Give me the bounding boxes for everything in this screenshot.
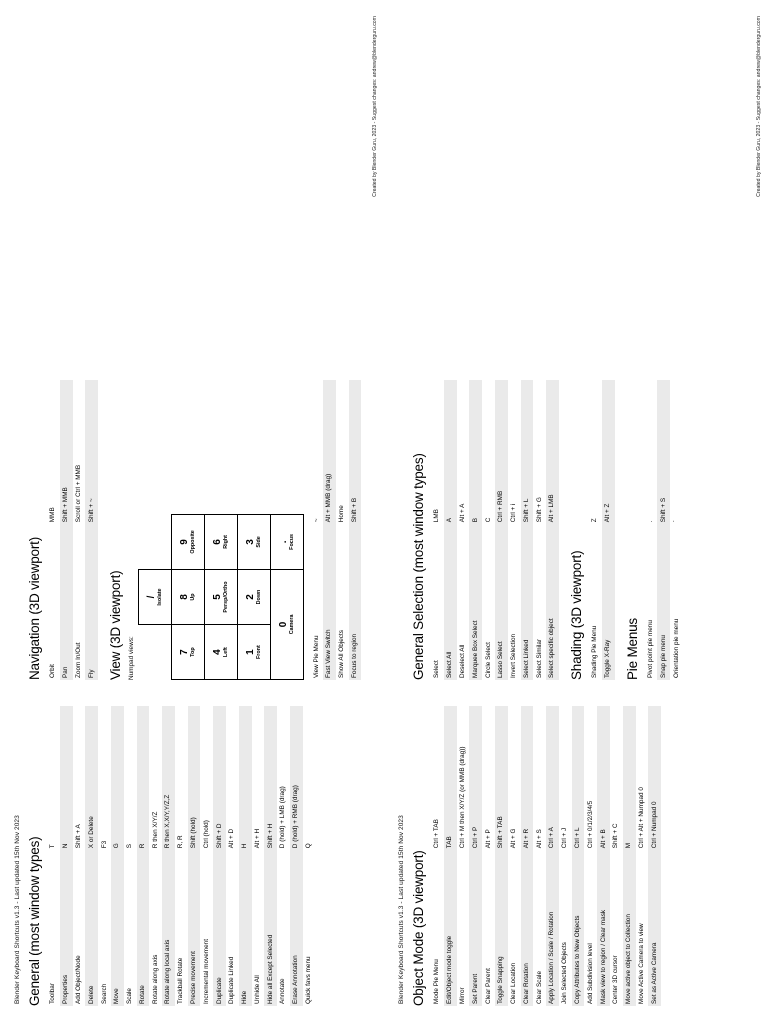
table-row	[239, 706, 252, 1006]
table-row	[469, 706, 482, 1006]
numpad-key: 8	[179, 594, 191, 600]
shortcut-label: Invert Selection	[510, 633, 518, 678]
shortcut-keys: F3	[100, 840, 108, 849]
shortcut-label: Select specific object	[546, 524, 559, 680]
shortcut-label: Focus to region	[349, 524, 362, 680]
shortcut-label: Circle Select	[484, 642, 492, 678]
column-object-mode	[411, 706, 665, 1006]
shortcut-label: Add Subdivision level	[586, 943, 594, 1004]
shortcut-label: Clear Location	[510, 962, 518, 1004]
numpad-cell-camera	[271, 569, 304, 679]
numpad-cell-blank	[139, 515, 172, 570]
table-row	[533, 706, 546, 1006]
page-1-columns	[27, 18, 365, 1006]
numpad-cell-focus	[271, 515, 304, 570]
shortcut-keys: R, R	[177, 835, 185, 849]
numpad-label: Down	[255, 589, 262, 605]
table-row	[648, 706, 661, 1006]
numpad-cell-front	[238, 625, 271, 680]
table-row	[508, 706, 521, 1006]
shortcut-keys: R then X,X/Y,Y/Z,Z	[162, 706, 175, 850]
shortcut-keys: Shift (hold)	[188, 706, 201, 850]
numpad-label: Left	[222, 647, 229, 658]
shortcut-keys: Ctrl + Alt + Numpad 0	[637, 787, 645, 849]
shortcut-keys: Shift + ~	[85, 380, 98, 524]
shortcut-label: Set Parent	[469, 850, 482, 1006]
shortcut-label: Fast View Switch	[323, 524, 336, 680]
shortcut-label: Rotate along local axis	[162, 850, 175, 1006]
page-footer: Created by Blender Guru, 2023 - Suggest changes: andrew@blenderguru.com	[756, 16, 762, 197]
shortcut-label: Clear Rotation	[521, 850, 534, 1006]
shortcut-keys: Ctrl + Numpad 0	[648, 706, 661, 850]
shortcut-label: Hide	[239, 850, 252, 1006]
table-row	[310, 380, 323, 680]
table-row	[290, 706, 303, 1006]
shortcut-keys: Ctrl + RMB	[495, 380, 508, 524]
numpad-cell-right	[205, 515, 238, 570]
table-row	[508, 380, 521, 680]
shortcut-keys: `	[672, 520, 680, 523]
shortcut-keys: Alt + Z	[602, 380, 615, 524]
table-row	[323, 380, 336, 680]
shortcut-label: Move active object to Collection	[623, 850, 636, 1006]
shortcut-keys: H	[239, 706, 252, 850]
shortcut-keys: Ctrl (hold)	[202, 820, 210, 849]
numpad-label: Isolate	[156, 588, 163, 606]
shortcut-keys: G	[111, 706, 124, 850]
table-row	[546, 706, 559, 1006]
shortcut-label: Lasso Select	[495, 524, 508, 680]
table-row	[200, 706, 213, 1006]
table-row	[482, 706, 495, 1006]
numpad-views-note: Numpad views:	[128, 636, 136, 680]
table-row	[670, 380, 683, 680]
table-row	[645, 380, 658, 680]
shortcut-label: Move Active Camera to view	[637, 923, 645, 1004]
section-title-navigation: Navigation (3D viewport)	[27, 536, 42, 680]
shortcut-label: Deselect All	[458, 644, 466, 678]
shortcut-label: Move	[111, 850, 124, 1006]
shortcut-label: Add Object/Node	[74, 955, 82, 1004]
table-row	[469, 380, 482, 680]
numpad-key: /	[146, 595, 158, 599]
table-pie-menus	[645, 380, 683, 680]
shortcut-label: Apply Location / Scale / Rotation	[546, 850, 559, 1006]
shortcut-label: Marquee Box Select	[469, 524, 482, 680]
table-row	[47, 706, 60, 1006]
table-row	[60, 380, 73, 680]
shortcut-keys: LMB	[433, 509, 441, 523]
shortcut-label: Select	[433, 660, 441, 678]
page-footer: Created by Blender Guru, 2023 - Suggest changes: andrew@blenderguru.com	[372, 16, 378, 197]
table-object-mode	[431, 706, 661, 1006]
shortcut-label: Clear Parent	[484, 968, 492, 1004]
numpad-cell-blank	[139, 625, 172, 680]
numpad-row	[205, 515, 238, 680]
table-row	[175, 706, 188, 1006]
table-row	[85, 706, 98, 1006]
shortcut-keys: Ctrl + TAB	[433, 819, 441, 849]
shortcut-keys: Alt + B	[597, 706, 610, 850]
numpad-key: 6	[212, 539, 224, 545]
numpad-label: Opposite	[189, 530, 196, 554]
shortcut-keys: Ctrl + A	[546, 706, 559, 850]
shortcut-keys: Shift + D	[213, 706, 226, 850]
shortcut-keys: T	[49, 844, 57, 849]
numpad-cell-isolate	[139, 569, 172, 624]
shortcut-label: Mode Pie Menu	[433, 959, 441, 1004]
numpad-label: Camera	[288, 614, 295, 635]
shortcut-keys: B	[469, 380, 482, 524]
numpad-cell-side	[238, 515, 271, 570]
shortcut-keys: R then X/Y/Z	[151, 811, 159, 849]
table-row	[137, 706, 150, 1006]
shortcut-keys: Ctrl + L	[572, 706, 585, 850]
table-row	[521, 706, 534, 1006]
table-row	[431, 380, 444, 680]
numpad-key: 4	[212, 649, 224, 655]
shortcut-keys: D (hold) + LMB (drag)	[279, 786, 287, 849]
shortcut-label: Show All Objects	[338, 630, 346, 678]
shortcut-keys: Alt + P	[484, 829, 492, 849]
shortcut-label: Incremental movement	[202, 939, 210, 1004]
table-row	[559, 706, 572, 1006]
numpad-label: Up	[189, 593, 196, 601]
shortcut-keys: Alt + G	[510, 828, 518, 849]
table-row	[546, 380, 559, 680]
table-general	[47, 706, 315, 1006]
table-row	[610, 706, 623, 1006]
shortcut-label: Precise movement	[188, 850, 201, 1006]
shortcut-label: Delete	[85, 850, 98, 1006]
shortcut-label: Annotate	[279, 978, 287, 1004]
table-navigation	[47, 380, 98, 680]
shortcut-keys: ~	[312, 518, 320, 523]
shortcut-keys: Ctrl + J	[561, 827, 569, 849]
table-row	[521, 380, 534, 680]
page-2	[384, 0, 768, 1024]
shortcut-label: Rotate	[137, 850, 150, 1006]
shortcut-label: Join Selected Objects	[561, 942, 569, 1004]
shortcut-keys: Alt + R	[521, 706, 534, 850]
shortcut-label: Trackball Rotate	[177, 957, 185, 1004]
numpad-label: Right	[222, 535, 229, 549]
table-row	[111, 706, 124, 1006]
table-row	[303, 706, 316, 1006]
table-view	[310, 380, 361, 680]
shortcut-label: Set as Active Camera	[648, 850, 661, 1006]
numpad-cell-persp-ortho	[205, 569, 238, 624]
shortcut-label: Erase Annotation	[290, 850, 303, 1006]
shortcut-keys: Shift + H	[264, 706, 277, 850]
numpad-cell-opposite	[172, 515, 205, 570]
numpad-key: 5	[212, 594, 224, 600]
table-row	[73, 706, 86, 1006]
shortcut-keys: S	[126, 843, 134, 849]
shortcut-keys: Shift + B	[349, 380, 362, 524]
shortcut-keys: Scroll or Ctrl + MMB	[74, 464, 82, 523]
numpad-cell-left	[205, 625, 238, 680]
shortcut-label: Orbit	[49, 664, 57, 678]
numpad-key: .	[278, 540, 290, 544]
table-row	[623, 706, 636, 1006]
column-navigation-view	[27, 380, 365, 680]
table-row	[602, 380, 615, 680]
column-selection-shading	[411, 380, 687, 680]
shortcut-label: View Pie Menu	[312, 635, 320, 678]
numpad-key: 9	[179, 539, 191, 545]
table-row	[457, 706, 470, 1006]
table-row	[124, 706, 137, 1006]
shortcut-label: Fly	[85, 524, 98, 680]
shortcut-keys: Shift + L	[521, 380, 534, 524]
shortcut-keys: Q	[305, 843, 313, 849]
table-row	[85, 380, 98, 680]
table-row	[584, 706, 597, 1006]
shortcut-keys: C	[484, 517, 492, 523]
numpad-label: Side	[255, 536, 262, 548]
table-row	[597, 706, 610, 1006]
shortcut-keys: Ctrl + 0/1/2/3/4/5	[586, 800, 594, 849]
numpad-label: Focus	[288, 533, 295, 550]
table-row	[252, 706, 265, 1006]
shortcut-keys: Shift + TAB	[495, 706, 508, 850]
table-row	[495, 706, 508, 1006]
page-2-columns	[411, 18, 687, 1006]
table-row	[277, 706, 290, 1006]
shortcut-label: Rotate along axis	[151, 954, 159, 1004]
numpad-row	[238, 515, 271, 680]
shortcut-label: Snap pie menu	[657, 524, 670, 680]
table-row	[264, 706, 277, 1006]
shortcut-keys: M	[623, 706, 636, 850]
shortcut-keys: Shift + C	[612, 823, 620, 849]
shortcut-keys: MMB	[49, 507, 57, 523]
shortcut-label: Toggle Snapping	[495, 850, 508, 1006]
shortcut-keys: Ctrl + P	[469, 706, 482, 850]
table-row	[636, 706, 649, 1006]
table-row	[336, 380, 349, 680]
table-row	[589, 380, 602, 680]
numpad-cell-down	[238, 569, 271, 624]
numpad-label: Front	[255, 645, 262, 659]
section-title-pie-menus: Pie Menus	[624, 618, 640, 680]
shortcut-label: Properties	[60, 850, 73, 1006]
numpad-row	[172, 515, 205, 680]
shortcut-label: Duplicate Linked	[228, 956, 236, 1004]
shortcut-keys: Alt + MMB (drag)	[323, 380, 336, 524]
shortcut-label: Zoom In/Out	[74, 642, 82, 678]
table-row	[188, 706, 201, 1006]
shortcut-keys: Alt + S	[535, 829, 543, 849]
numpad-row	[139, 515, 172, 680]
shortcut-label: Pivot point pie menu	[647, 620, 654, 678]
shortcut-keys: Ctrl + i	[510, 503, 518, 523]
section-title-general: General (most window types)	[27, 836, 42, 1006]
shortcut-keys: Shift + G	[535, 497, 543, 523]
table-row	[444, 706, 457, 1006]
table-row	[431, 706, 444, 1006]
shortcut-keys: N	[60, 706, 73, 850]
shortcut-keys: Alt + LMB	[546, 380, 559, 524]
shortcut-label: Select All	[444, 524, 457, 680]
shortcut-keys: X or Delete	[85, 706, 98, 850]
shortcut-label: Copy Attributes to New Objects	[572, 850, 585, 1006]
shortcut-label: Toolbar	[49, 983, 57, 1004]
shortcut-label: Orientation pie menu	[672, 618, 680, 678]
table-row	[162, 706, 175, 1006]
table-row	[60, 706, 73, 1006]
table-row	[482, 380, 495, 680]
table-row	[213, 706, 226, 1006]
shortcut-label: Duplicate	[213, 850, 226, 1006]
table-row	[572, 706, 585, 1006]
shortcut-label: Clear Scale	[535, 970, 543, 1004]
numpad-cell-up	[172, 569, 205, 624]
section-title-shading: Shading (3D viewport)	[568, 550, 584, 680]
numpad-cell-top	[172, 625, 205, 680]
table-row	[98, 706, 111, 1006]
section-title-view: View (3D viewport)	[108, 570, 124, 680]
page-header: Blender Keyboard Shortcuts v1.3 - Last updated 15th Nov 2023	[398, 815, 405, 1004]
table-row	[149, 706, 162, 1006]
table-row	[47, 380, 60, 680]
shortcut-keys: Shift + A	[74, 824, 82, 849]
page-header: Blender Keyboard Shortcuts v1.3 - Last updated 15th Nov 2023	[14, 815, 21, 1004]
shortcut-keys: Home	[338, 505, 346, 523]
shortcut-keys: A	[444, 380, 457, 524]
shortcut-label: Toggle X-Ray	[602, 524, 615, 680]
numpad-key: 3	[245, 539, 257, 545]
shortcut-label: Mirror	[458, 987, 466, 1004]
shortcut-keys: Alt + D	[228, 828, 236, 849]
table-row	[226, 706, 239, 1006]
shortcut-label: Pan	[60, 524, 73, 680]
section-title-general-selection: General Selection (most window types)	[411, 453, 426, 680]
shortcut-label: Mask view to region / Clear mask	[597, 850, 610, 1006]
table-row	[657, 380, 670, 680]
numpad-label: Persp/Ortho	[222, 581, 229, 613]
table-row	[495, 380, 508, 680]
shortcut-label: Select Similar	[535, 638, 543, 678]
shortcut-label: Shading Pie Menu	[591, 625, 599, 678]
shortcut-keys: Shift + S	[657, 380, 670, 524]
numpad-grid	[138, 380, 304, 680]
table-row	[533, 380, 546, 680]
shortcut-label: Unhide All	[253, 975, 261, 1004]
table-shading	[589, 380, 615, 680]
table-row	[349, 380, 362, 680]
shortcut-keys: Z	[591, 518, 599, 523]
shortcut-keys: TAB	[444, 706, 457, 850]
table-row	[444, 380, 457, 680]
numpad-label: Top	[189, 647, 196, 657]
numpad-row	[271, 515, 304, 680]
shortcut-keys: D (hold) + RMB (drag)	[290, 706, 303, 850]
shortcut-keys: Alt + A	[458, 503, 466, 523]
numpad-key: 1	[245, 649, 257, 655]
shortcut-label: Select Linked	[521, 524, 534, 680]
column-general	[27, 706, 320, 1006]
numpad-key: 0	[278, 621, 290, 628]
shortcut-keys: Shift + MMB	[60, 380, 73, 524]
table-general-selection	[431, 380, 559, 680]
section-title-object-mode: Object Mode (3D viewport)	[411, 850, 426, 1006]
numpad-key: 2	[245, 594, 257, 600]
shortcut-label: Scale	[126, 988, 134, 1004]
shortcut-keys: Ctrl + M then X/Y/Z (or MMB (drag))	[458, 746, 466, 849]
shortcut-label: Center 3D cursor	[612, 955, 620, 1004]
shortcut-label: Hide all Except Selected	[264, 850, 277, 1006]
shortcut-label: Search	[100, 983, 108, 1004]
table-row	[73, 380, 86, 680]
numpad-key: 7	[179, 649, 191, 655]
shortcut-label: Edit/Object mode toggle	[444, 850, 457, 1006]
shortcut-label: Quick favs menu	[305, 956, 313, 1004]
shortcut-keys: Alt + H	[253, 828, 261, 849]
table-row	[457, 380, 470, 680]
shortcut-keys: .	[647, 520, 654, 523]
shortcut-keys: R	[137, 706, 150, 850]
